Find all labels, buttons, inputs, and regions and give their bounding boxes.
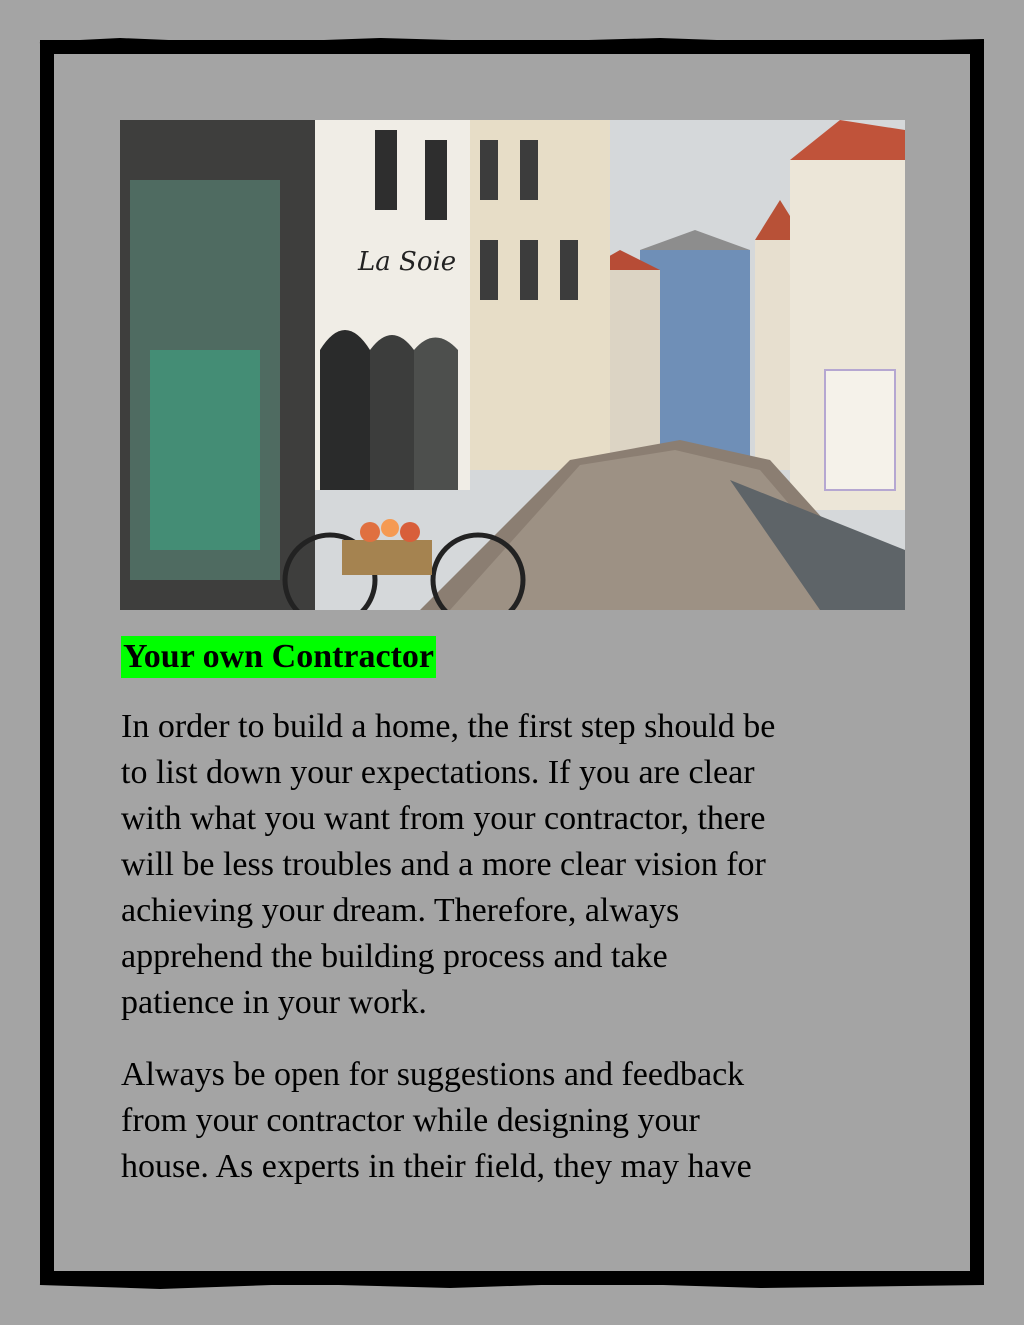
body-paragraph-2: [121, 1052, 911, 1190]
paragraph-line: from your contractor while designing your: [121, 1102, 700, 1139]
paragraph-line: to list down your expectations. If you are clear: [121, 754, 755, 791]
paragraph-line: Always be open for suggestions and feedback: [121, 1056, 745, 1093]
paragraph-line: achieving your dream. Therefore, always: [121, 892, 680, 929]
street-photo: [120, 120, 905, 610]
paragraph-line: will be less troubles and a more clear vision for: [121, 846, 766, 883]
paragraph-line: apprehend the building process and take: [121, 938, 668, 975]
paragraph-line: house. As experts in their field, they may have: [121, 1148, 752, 1185]
body-paragraph-1: [121, 704, 911, 1026]
paragraph-line: patience in your work.: [121, 984, 427, 1021]
svg-text:La Soie: La Soie: [358, 247, 457, 277]
section-heading: Your own Contractor: [121, 636, 436, 678]
paragraph-line: In order to build a home, the first step should be: [121, 708, 776, 745]
paragraph-line: with what you want from your contractor, there: [121, 800, 766, 837]
